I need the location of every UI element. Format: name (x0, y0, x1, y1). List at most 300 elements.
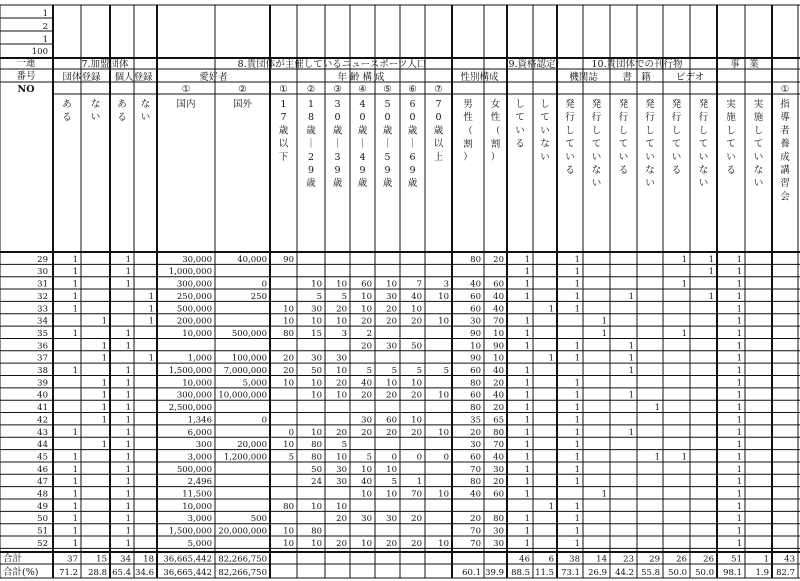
table-cell: 80 (283, 501, 294, 512)
table-cell: 1 (101, 353, 107, 364)
table-cell: 1 (125, 279, 131, 290)
table-cell: 10 (336, 501, 347, 512)
table-cell: 1 (574, 477, 580, 488)
table-cell: 10 (411, 304, 422, 315)
table-cell: 1 (574, 353, 580, 364)
table-cell: 1 (736, 390, 742, 401)
table-cell: 20 (411, 390, 422, 401)
table-cell: 30 (336, 353, 347, 364)
table-cell: 40 (493, 304, 504, 315)
table-cell: 1 (574, 403, 580, 414)
table-cell: 1 (125, 501, 131, 512)
column-label-14-e: ） (463, 152, 473, 163)
table-cell: 100,000 (231, 353, 267, 364)
table-cell: 20 (361, 427, 372, 438)
table-cell: 1 (654, 452, 660, 463)
table-cell: 1 (125, 390, 131, 401)
total-cell: 26 (676, 554, 687, 565)
table-cell: 40 (493, 366, 504, 376)
column-marker-4: ② (306, 84, 316, 95)
table-cell: 20,000,000 (218, 526, 267, 537)
row-number: 40 (37, 390, 48, 401)
table-cell: 60 (493, 489, 504, 500)
table-cell: 1 (681, 279, 687, 290)
column-label-2: ない (90, 99, 101, 124)
table-cell: 60 (361, 279, 372, 290)
column-marker-9: ⑦ (434, 84, 443, 95)
table-cell: 20 (336, 514, 347, 525)
table-cell: 1 (574, 464, 580, 475)
table-cell: 1 (101, 341, 107, 352)
table-cell: 1 (125, 514, 131, 525)
column-label-24: 実施している (726, 99, 736, 176)
column-label-18: 発行している (565, 99, 575, 176)
table-cell: 90 (283, 254, 294, 265)
table-cell: 90 (470, 353, 481, 364)
subgroup-header-s_video: ビデオ (675, 72, 705, 83)
total-cell: 51 (731, 554, 742, 565)
table-cell: 60 (470, 291, 481, 302)
table-cell: 300,000 (176, 390, 212, 401)
table-cell: 1 (574, 267, 580, 278)
table-cell: 10 (336, 390, 347, 401)
row-number: 34 (37, 316, 48, 327)
table-cell: 20 (386, 316, 397, 327)
table-cell: 10 (470, 341, 481, 352)
table-cell: 60 (470, 366, 481, 376)
table-cell: 3,000 (187, 452, 212, 463)
column-marker-3: ① (279, 84, 288, 95)
table-cell: 10 (438, 316, 449, 327)
subgroup-header-s_kikan: 機関誌 (569, 72, 598, 83)
table-cell: 1 (574, 390, 580, 401)
table-cell: 1 (524, 415, 530, 426)
table-cell: 1,346 (187, 415, 212, 426)
row-number: 45 (37, 452, 48, 463)
table-cell: 1 (574, 501, 580, 512)
subgroup-header-s_kojin: 個人登録 (114, 72, 153, 83)
table-cell: 1 (736, 427, 742, 438)
total_pct-cell: 39.9 (485, 568, 504, 578)
column-label-15-d: 割 (490, 139, 501, 150)
column-label-13: 7 0 歳以上 (433, 99, 444, 163)
table-cell: 1 (628, 427, 634, 438)
column-label-14-d: 割 (463, 139, 473, 150)
column-label-15-c: （ (490, 126, 501, 137)
table-cell: 1 (125, 452, 131, 463)
table-cell: 65 (493, 415, 504, 426)
table-cell: 1 (708, 254, 714, 265)
table-cell: 1 (101, 378, 107, 389)
table-cell: 1 (524, 538, 530, 549)
table-cell: 5 (366, 366, 372, 376)
table-cell: 10 (283, 378, 294, 389)
row-number: 48 (37, 489, 48, 500)
table-cell: 10 (336, 279, 347, 290)
table-cell: 1 (574, 341, 580, 352)
table-cell: 1 (72, 477, 78, 488)
index-number-2: 2 (42, 22, 48, 32)
table-cell: 10 (336, 452, 347, 463)
table-cell: 1 (125, 464, 131, 475)
table-cell: 1 (524, 452, 530, 463)
table-cell: 1 (125, 341, 131, 352)
no-label: NO (17, 84, 35, 95)
number-label: 番号 (16, 71, 36, 82)
column-marker-6: ④ (358, 84, 367, 95)
table-cell: 500 (250, 514, 267, 525)
table-cell: 1 (72, 464, 78, 475)
table-cell: 1 (736, 514, 742, 525)
table-cell: 20 (386, 538, 397, 549)
table-cell: 5 (443, 366, 449, 376)
table-cell: 50 (311, 366, 322, 376)
table-cell: 1 (72, 267, 78, 278)
table-cell: 1,200,000 (223, 452, 267, 463)
table-cell: 0 (391, 452, 397, 463)
table-cell: 5 (391, 477, 397, 488)
row-number: 30 (37, 267, 48, 278)
column-label-10: 4 0 歳｜ 4 9 歳 (357, 99, 368, 190)
table-cell: 40 (411, 291, 422, 302)
table-cell: 1 (736, 378, 742, 389)
row-number: 35 (37, 328, 48, 339)
table-cell: 10 (311, 316, 322, 327)
table-cell: 10 (283, 526, 294, 537)
table-cell: 10 (438, 427, 449, 438)
table-cell: 30 (336, 477, 347, 488)
table-cell: 1 (125, 378, 131, 389)
table-cell: 60 (386, 415, 397, 426)
table-cell: 200,000 (176, 316, 212, 327)
table-cell: 30 (361, 514, 372, 525)
table-cell: 10 (386, 279, 397, 290)
table-cell: 10 (438, 390, 449, 401)
table-cell: 1 (72, 427, 78, 438)
table-cell: 20 (336, 538, 347, 549)
table-cell: 20 (336, 304, 347, 315)
table-cell: 10 (336, 316, 347, 327)
table-cell: 10 (283, 316, 294, 327)
column-label-8: 1 8 歳｜ 2 9 歳 (306, 99, 316, 190)
table-cell: 20 (493, 403, 504, 414)
table-cell: 70 (470, 526, 481, 537)
table-cell: 24 (311, 477, 322, 488)
table-cell: 0 (261, 279, 267, 290)
table-cell: 20 (411, 538, 422, 549)
table-cell: 1 (574, 526, 580, 537)
table-cell: 10 (311, 378, 322, 389)
table-cell: 5 (341, 440, 347, 451)
table-cell: 10,000 (182, 501, 212, 512)
index-number-1: 1 (42, 9, 48, 19)
table-cell: 60 (470, 390, 481, 401)
table-cell: 1 (628, 390, 634, 401)
table-cell: 1 (574, 304, 580, 315)
table-cell: 90 (493, 341, 504, 352)
table-cell: 5 (316, 291, 322, 302)
row-number: 32 (37, 291, 48, 302)
table-cell: 30 (493, 526, 504, 537)
table-cell: 20,000 (237, 440, 267, 451)
column-label-23: 発行していない (698, 99, 709, 190)
subgroup-header-s_nenrei: 年 齢 構 成 (337, 72, 385, 83)
table-cell: 1 (72, 291, 78, 302)
table-cell: 40 (361, 477, 372, 488)
table-cell: 1 (574, 279, 580, 290)
table-cell: 1 (72, 514, 78, 525)
group-header-g9: 9.資格認定 (508, 59, 556, 70)
table-cell: 5,000 (242, 378, 267, 389)
row-number: 52 (37, 538, 48, 549)
table-cell: 30 (311, 304, 322, 315)
group-header-g11: 事 業 (730, 59, 759, 70)
table-cell: 3 (443, 279, 449, 290)
table-cell: 1 (574, 440, 580, 451)
table-cell: 1 (736, 526, 742, 537)
row-number: 38 (37, 366, 48, 376)
table-cell: 5 (366, 452, 372, 463)
table-cell: 1 (628, 341, 634, 352)
table-cell: 30 (493, 464, 504, 475)
table-cell: 1 (524, 254, 530, 265)
subgroup-header-s_kokosha: 愛好者 (199, 72, 228, 83)
table-cell: 20 (493, 378, 504, 389)
table-cell: 2 (366, 328, 372, 339)
table-cell: 1 (125, 403, 131, 414)
table-cell: 80 (311, 452, 322, 463)
table-cell: 20 (361, 341, 372, 352)
table-cell: 20 (386, 304, 397, 315)
table-cell: 1 (524, 316, 530, 327)
table-cell: 20 (283, 353, 294, 364)
table-cell: 35 (470, 415, 481, 426)
table-cell: 15 (311, 328, 322, 339)
table-cell: 10 (361, 464, 372, 475)
table-cell: 1 (125, 477, 131, 488)
table-cell: 10 (311, 427, 322, 438)
table-cell: 10,000 (182, 378, 212, 389)
row-number: 43 (37, 427, 48, 438)
total-label: 合計 (3, 553, 23, 565)
table-cell: 1 (125, 538, 131, 549)
table-cell: 1 (736, 501, 742, 512)
column-label-16: している (515, 99, 525, 150)
table-cell: 20 (386, 427, 397, 438)
table-cell: 1 (125, 427, 131, 438)
total-cell: 15 (96, 554, 107, 565)
column-label-12: 6 0 歳｜ 6 9 歳 (407, 99, 418, 190)
column-label-7: 1 7 歳以下 (278, 99, 289, 163)
table-cell: 80 (493, 514, 504, 525)
table-cell: 2,496 (187, 477, 212, 488)
table-cell: 10 (438, 489, 449, 500)
table-cell: 1 (654, 403, 660, 414)
table-cell: 80 (283, 328, 294, 339)
table-cell: 1 (601, 489, 607, 500)
table-cell: 11,500 (182, 489, 212, 500)
table-cell: 1 (681, 328, 687, 339)
total-cell: 29 (649, 554, 660, 565)
total-cell: 6 (548, 554, 554, 565)
table-cell: 1 (524, 390, 530, 401)
subgroup-header-s_dantai: 団体登録 (62, 72, 101, 83)
table-cell: 1 (524, 267, 530, 278)
table-cell: 80 (493, 427, 504, 438)
table-cell: 70 (493, 440, 504, 451)
table-cell: 1 (574, 378, 580, 389)
table-cell: 40 (470, 489, 481, 500)
table-cell: 70 (470, 464, 481, 475)
table-cell: 1 (736, 341, 742, 352)
total_pct-cell: 55.8 (641, 568, 660, 578)
table-cell: 10 (283, 440, 294, 451)
table-cell: 20 (336, 427, 347, 438)
total-cell: 26 (703, 554, 714, 565)
table-cell: 10 (438, 291, 449, 302)
table-cell: 5,000 (187, 538, 212, 549)
column-label-15-b: 性 (490, 112, 501, 123)
table-cell: 1 (125, 366, 131, 376)
table-cell: 1 (574, 254, 580, 265)
table-cell: 500,000 (176, 304, 212, 315)
table-cell: 1 (601, 328, 607, 339)
table-cell: 30 (470, 440, 481, 451)
table-cell: 10 (361, 538, 372, 549)
column-label-21: 発行していない (645, 99, 655, 190)
table-cell: 30 (386, 341, 397, 352)
table-cell: 3 (341, 328, 347, 339)
table-cell: 1 (548, 304, 554, 315)
group-header-g8: 8.貴団体が主催しているニュースポーツ人口 (237, 59, 427, 70)
table-cell: 1 (736, 366, 742, 376)
table-cell: 5 (416, 366, 422, 376)
table-cell: 1 (736, 477, 742, 488)
table-cell: 1 (125, 254, 131, 265)
table-cell: 1 (524, 291, 530, 302)
table-cell: 1 (574, 427, 580, 438)
table-cell: 80 (470, 254, 481, 265)
table-cell: 10 (438, 538, 449, 549)
table-cell: 1 (574, 291, 580, 302)
total_pct-cell: 88.5 (511, 568, 530, 578)
table-cell: 10 (411, 415, 422, 426)
table-cell: 20 (361, 390, 372, 401)
column-label-15-e: ） (490, 152, 501, 163)
table-cell: 20 (470, 427, 481, 438)
total_pct-cell: 60.1 (462, 568, 481, 578)
table-cell: 30 (386, 514, 397, 525)
table-cell: 1 (72, 304, 78, 315)
column-label-14-b: 性 (463, 112, 473, 123)
total_pct-cell: 65.4 (112, 568, 131, 578)
table-cell: 80 (470, 477, 481, 488)
column-label-14-c: （ (463, 126, 473, 137)
table-cell: 300 (195, 440, 212, 451)
table-cell: 10 (311, 279, 322, 290)
row-number: 50 (37, 514, 48, 525)
table-cell: 6,000 (187, 427, 212, 438)
table-cell: 500,000 (231, 328, 267, 339)
table-cell: 1 (524, 440, 530, 451)
table-cell: 1 (736, 279, 742, 290)
column-label-9: 3 0 歳｜ 3 9 歳 (332, 99, 343, 190)
table-cell: 10 (493, 353, 504, 364)
total_pct-cell: 98.1 (723, 568, 742, 578)
table-cell: 40 (470, 279, 481, 290)
table-cell: 1 (125, 526, 131, 537)
total_pct-cell: 1.9 (755, 568, 769, 578)
table-cell: 1 (524, 514, 530, 525)
table-cell: 1 (524, 427, 530, 438)
table-cell: 40 (493, 291, 504, 302)
table-cell: 500,000 (176, 464, 212, 475)
column-label-19: 発行していない (591, 99, 602, 190)
column-marker-8: ⑥ (408, 84, 417, 95)
total-cell: 14 (596, 554, 607, 565)
total-cell: 34 (120, 554, 131, 565)
table-cell: 1 (574, 538, 580, 549)
column-marker-1: ① (181, 84, 191, 95)
table-cell: 10 (283, 304, 294, 315)
column-label-11: 5 0 歳｜ 5 9 歳 (382, 99, 393, 190)
table-cell: 30 (361, 415, 372, 426)
row-number: 44 (37, 440, 48, 451)
column-marker-2: ② (238, 84, 247, 95)
table-cell: 10 (361, 291, 372, 302)
row-number: 41 (37, 403, 48, 414)
column-label-15-a: 女 (490, 99, 501, 110)
table-cell: 1 (736, 440, 742, 451)
table-cell: 1 (601, 316, 607, 327)
table-cell: 10,000,000 (218, 390, 267, 401)
row-number: 46 (37, 464, 48, 475)
table-cell: 10 (311, 501, 322, 512)
table-cell: 10 (493, 328, 504, 339)
table-cell: 10 (361, 304, 372, 315)
column-label-4: ない (140, 99, 151, 124)
total-cell: 36,665,442 (163, 554, 212, 565)
column-label-6: 国外 (232, 99, 253, 110)
column-label-5: 国内 (176, 99, 196, 110)
table-cell: 10 (361, 489, 372, 500)
column-marker-7: ⑤ (383, 84, 392, 95)
total_pct-cell: 26.9 (588, 568, 607, 578)
table-cell: 1 (148, 353, 154, 364)
table-cell: 20 (493, 254, 504, 265)
subgroup-header-s_shoseki: 書 籍 (622, 72, 651, 83)
table-cell: 1 (524, 526, 530, 537)
table-cell: 20 (411, 316, 422, 327)
table-cell: 1 (628, 366, 634, 376)
table-cell: 250,000 (176, 291, 212, 302)
column-label-3: ある (117, 99, 127, 124)
table-cell: 1 (736, 304, 742, 315)
table-cell: 7 (416, 279, 422, 290)
table-cell: 1 (524, 279, 530, 290)
table-cell: 70 (470, 538, 481, 549)
table-cell: 1 (574, 514, 580, 525)
total-cell: 82,266,750 (218, 554, 267, 565)
table-cell: 1 (72, 279, 78, 290)
table-cell: 70 (411, 489, 422, 500)
total-cell: 18 (143, 554, 154, 565)
table-cell: 10 (386, 489, 397, 500)
table-cell: 1 (736, 328, 742, 339)
table-cell: 1 (72, 526, 78, 537)
table-cell: 1 (72, 538, 78, 549)
total_pct-cell: 71.2 (59, 568, 78, 578)
